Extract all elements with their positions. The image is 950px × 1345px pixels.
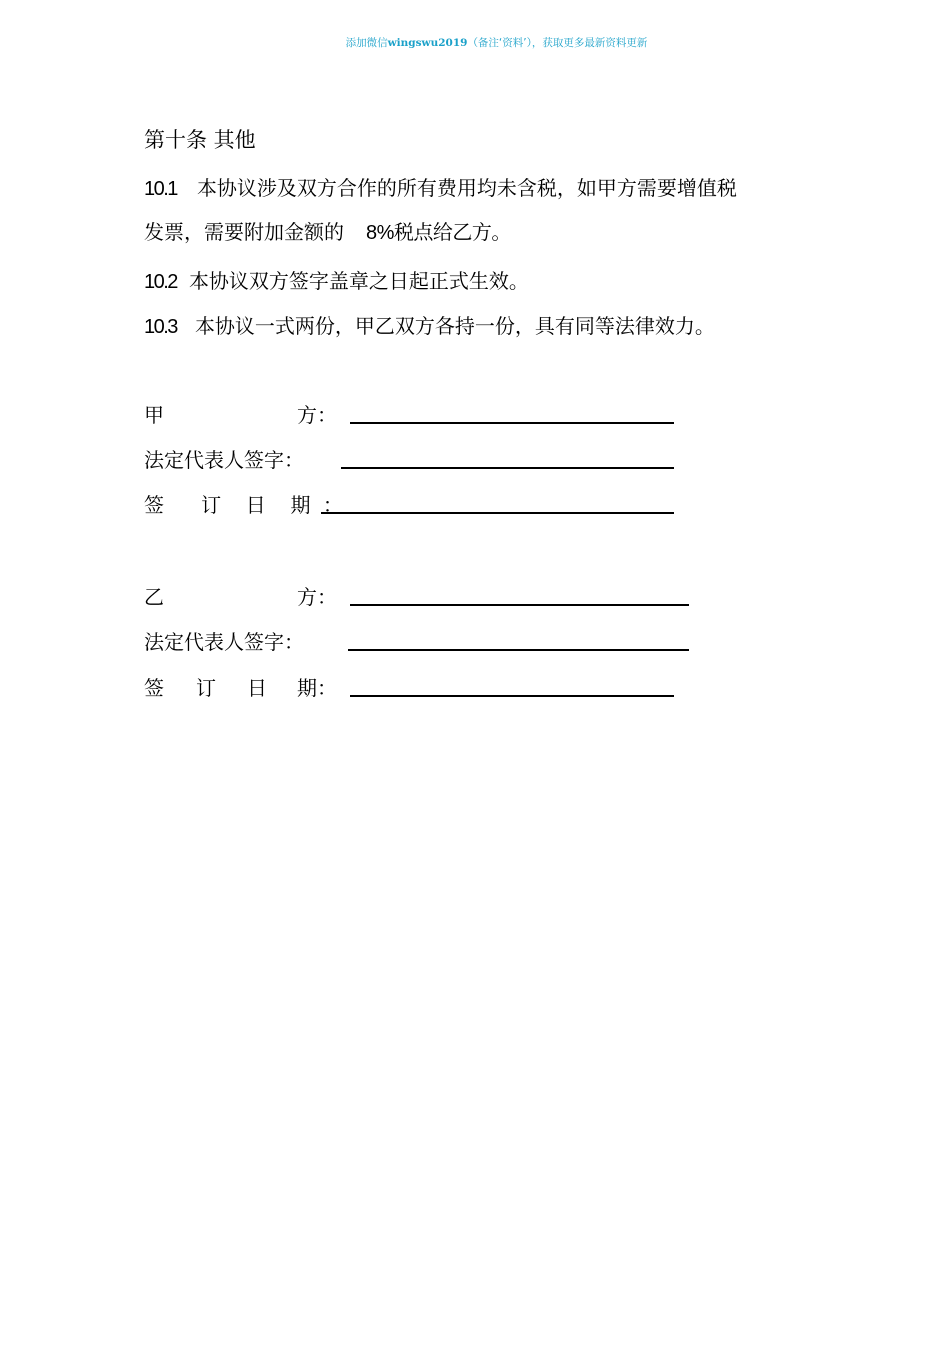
party-b-date-label-1: 签 (144, 676, 164, 700)
party-a-label-2: 方： (297, 403, 337, 427)
party-a-row (144, 402, 684, 430)
party-b-name-field[interactable] (350, 604, 689, 606)
party-a-representative-signature-field[interactable] (341, 467, 674, 469)
clause-text: 本协议一式两份，甲乙双方各持一份，具有同等法律效力。 (194, 314, 715, 338)
party-b-representative-label: 法定代表人签字： (144, 630, 304, 654)
party-b-representative-row (144, 629, 704, 657)
party-b-date-label-4: 期： (297, 676, 337, 700)
party-a-date-field[interactable] (321, 512, 674, 514)
clause-10-3 (144, 314, 715, 339)
clause-text: 本协议涉及双方合作的所有费用均未含税，如甲方需要增值税 (196, 176, 737, 200)
party-b-date-row (144, 675, 704, 703)
clause-10-2 (144, 269, 529, 294)
wechat-id: wingswu2019 (387, 37, 468, 49)
party-a-representative-row (144, 447, 684, 475)
header-note (0, 35, 950, 50)
party-a-label-1: 甲 (144, 403, 164, 427)
clause-number: 10.1 (144, 178, 177, 200)
clause-10-1-line-1 (144, 176, 737, 201)
header-note-prefix: 添加微信 (345, 37, 388, 49)
clause-text-continued: 发票，需要附加金额的 (144, 220, 344, 244)
clause-text-tax: 8%税点给乙方。 (366, 222, 511, 244)
clause-number: 10.2 (144, 271, 177, 293)
party-b-row (144, 584, 704, 612)
party-a-name-field[interactable] (350, 422, 674, 424)
party-b-representative-signature-field[interactable] (348, 649, 689, 651)
header-note-suffix: （备注‘资料’），获取更多最新资料更新 (467, 37, 648, 49)
party-b-date-field[interactable] (350, 695, 674, 697)
party-a-date-row (144, 492, 684, 520)
clause-10-1-line-2 (144, 220, 511, 245)
clause-text: 本协议双方签字盖章之日起正式生效。 (188, 269, 529, 293)
party-b-date-label-2: 订 (196, 676, 216, 700)
article-title: 第十条 其他 (144, 128, 256, 152)
party-a-date-label: 签 订 日 期 ： (144, 493, 343, 517)
party-b-label-1: 乙 (144, 585, 164, 609)
party-b-label-2: 方： (297, 585, 337, 609)
party-a-representative-label: 法定代表人签字： (144, 448, 304, 472)
party-b-date-label-3: 日 (247, 676, 267, 700)
clause-number: 10.3 (144, 316, 177, 338)
